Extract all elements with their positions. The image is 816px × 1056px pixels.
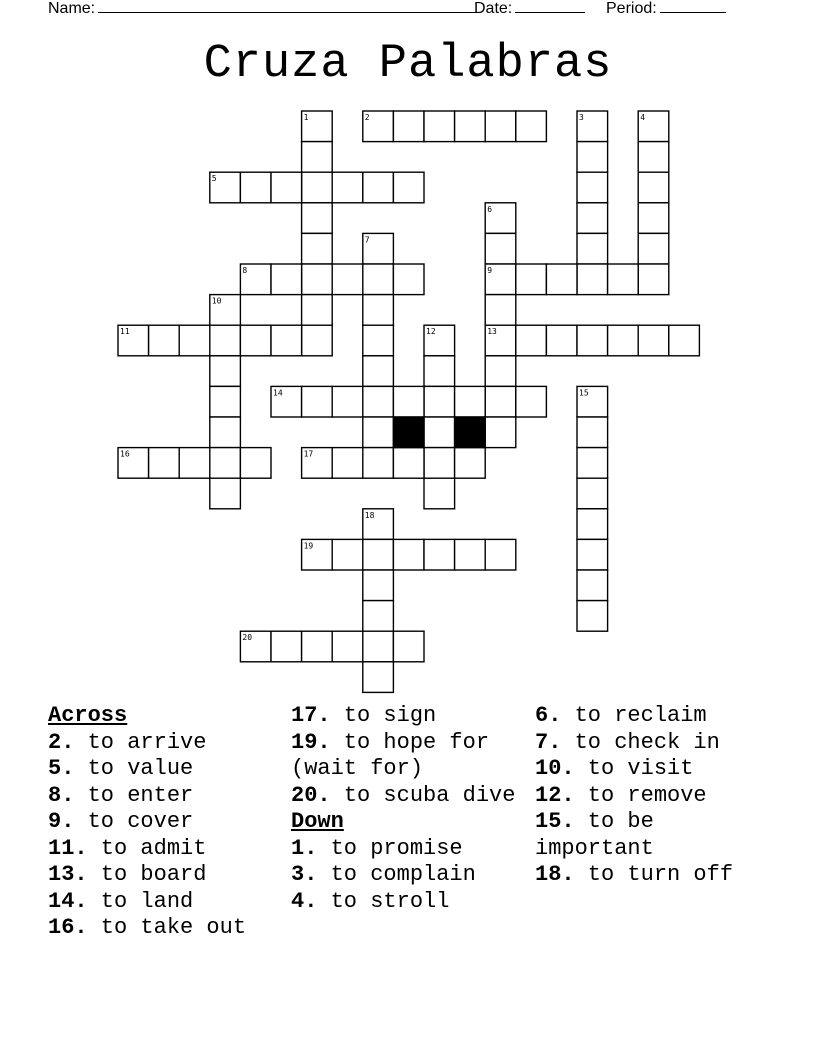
grid-cell[interactable]	[516, 264, 547, 295]
grid-cell[interactable]	[332, 264, 363, 295]
grid-cell[interactable]	[302, 203, 333, 234]
grid-cell[interactable]	[363, 662, 394, 693]
clue-item	[535, 730, 771, 757]
grid-cell[interactable]	[577, 601, 608, 632]
grid-cell[interactable]	[363, 601, 394, 632]
clue-column-2	[291, 703, 527, 915]
grid-cell[interactable]	[393, 386, 424, 417]
grid-cell[interactable]	[455, 448, 486, 479]
grid-cell[interactable]	[485, 111, 516, 142]
clue-column-1	[48, 703, 284, 942]
clue-item	[291, 889, 527, 916]
grid-cell[interactable]	[302, 295, 333, 326]
grid-cell[interactable]	[577, 142, 608, 173]
grid-cell[interactable]	[271, 264, 302, 295]
name-label: Name:	[48, 0, 96, 17]
cell-number: 18	[364, 510, 375, 520]
clue-text: to admit	[87, 835, 207, 861]
cell-number: 20	[242, 633, 253, 643]
grid-cell[interactable]	[240, 325, 271, 356]
cell-number: 17	[303, 449, 314, 459]
grid-cell[interactable]	[577, 509, 608, 540]
cell-number: 15	[579, 388, 589, 398]
clue-text: to check in	[561, 729, 720, 755]
black-cell	[393, 417, 424, 448]
clue-text: to reclaim	[561, 703, 707, 728]
clue-text: to enter	[74, 782, 194, 808]
grid-cell[interactable]	[485, 539, 516, 570]
cell-number: 14	[273, 388, 283, 398]
grid-cell[interactable]	[271, 172, 302, 203]
clue-item	[535, 862, 771, 889]
clue-number: 20.	[291, 782, 331, 808]
clue-text: to visit	[574, 756, 694, 781]
grid-cell[interactable]	[424, 386, 455, 417]
grid-cell[interactable]	[577, 539, 608, 570]
clue-item	[535, 756, 771, 783]
grid-cell[interactable]	[149, 448, 180, 479]
clue-text: to cover	[74, 809, 194, 834]
grid-cell[interactable]	[240, 172, 271, 203]
clue-number: 2.	[48, 729, 75, 755]
clue-text: to board	[87, 862, 207, 887]
grid-cell[interactable]	[608, 264, 639, 295]
grid-cell[interactable]	[271, 325, 302, 356]
clue-number: 17.	[291, 703, 331, 728]
grid-cell[interactable]	[577, 264, 608, 295]
clue-item	[291, 730, 527, 783]
grid-cell[interactable]	[363, 448, 394, 479]
clue-text: to hope for (wait for)	[291, 729, 490, 781]
grid-cell[interactable]	[393, 631, 424, 662]
clue-item	[291, 703, 527, 730]
grid-cell[interactable]	[363, 539, 394, 570]
clue-text: to be important	[535, 809, 654, 861]
clue-number: 15.	[535, 809, 575, 834]
clue-text: to complain	[317, 862, 476, 887]
grid-cell[interactable]	[485, 295, 516, 326]
grid-cell[interactable]	[363, 325, 394, 356]
page-title: Cruza Palabras	[203, 38, 613, 91]
grid-cell[interactable]	[302, 264, 333, 295]
cell-number: 16	[120, 449, 130, 459]
grid-cell[interactable]	[332, 386, 363, 417]
grid-cell[interactable]	[638, 203, 669, 234]
clue-text: to promise	[317, 835, 463, 861]
clue-text: to land	[87, 888, 194, 914]
cell-number: 3	[579, 113, 584, 122]
grid-cell[interactable]	[485, 386, 516, 417]
grid-cell[interactable]	[393, 172, 424, 203]
grid-cell[interactable]	[363, 356, 394, 387]
clue-text: to take out	[87, 915, 247, 940]
grid-cell[interactable]	[393, 264, 424, 295]
clue-item	[535, 809, 771, 862]
grid-cell[interactable]	[210, 356, 241, 387]
clue-number: 16.	[48, 915, 88, 940]
grid-cell[interactable]	[424, 478, 455, 509]
cell-number: 7	[364, 235, 370, 245]
grid-cell[interactable]	[332, 448, 363, 479]
grid-cell[interactable]	[393, 448, 424, 479]
grid-cell[interactable]	[516, 386, 547, 417]
grid-cell[interactable]	[485, 233, 516, 264]
grid-cell[interactable]	[363, 264, 394, 295]
grid-cell[interactable]	[577, 233, 608, 264]
grid-cell[interactable]	[638, 142, 669, 173]
clue-number: 1.	[291, 835, 318, 861]
clue-number: 8.	[48, 782, 75, 808]
grid-cell[interactable]	[302, 325, 333, 356]
clue-column-3	[535, 703, 771, 889]
grid-cell[interactable]	[577, 448, 608, 479]
black-cell	[455, 417, 486, 448]
cell-number: 13	[487, 327, 497, 337]
grid-cell[interactable]	[363, 417, 394, 448]
grid-cell[interactable]	[210, 478, 241, 509]
clue-number: 9.	[48, 809, 75, 834]
clue-number: 13.	[48, 862, 88, 887]
grid-cell[interactable]	[577, 325, 608, 356]
cell-number: 10	[211, 296, 222, 306]
grid-cell[interactable]	[577, 417, 608, 448]
grid-cell[interactable]	[271, 631, 302, 662]
grid-cell[interactable]	[210, 417, 241, 448]
clue-item	[48, 783, 284, 810]
cell-number: 8	[242, 266, 248, 275]
grid-cell[interactable]	[577, 478, 608, 509]
clue-number: 12.	[535, 782, 575, 808]
grid-cell[interactable]	[363, 631, 394, 662]
cell-number: 6	[487, 204, 493, 214]
cell-number: 2	[364, 113, 370, 122]
grid-cell[interactable]	[393, 111, 424, 142]
clue-item	[535, 783, 771, 810]
grid-cell[interactable]	[546, 264, 577, 295]
grid-cell[interactable]	[485, 417, 516, 448]
clue-number: 4.	[291, 888, 318, 914]
grid-cell[interactable]	[638, 172, 669, 203]
clue-text: to value	[74, 756, 194, 781]
down-title: Down	[291, 809, 344, 834]
grid-cell[interactable]	[424, 111, 455, 142]
grid-cell[interactable]	[302, 172, 333, 203]
clue-text: to scuba dive	[330, 782, 516, 808]
clue-text: to sign	[330, 703, 437, 728]
grid-cell[interactable]	[608, 325, 639, 356]
grid-cell[interactable]	[669, 325, 700, 356]
clue-item	[48, 889, 284, 916]
grid-cell[interactable]	[485, 356, 516, 387]
grid-cell[interactable]	[240, 448, 271, 479]
grid-cell[interactable]	[516, 325, 547, 356]
grid-cell[interactable]	[332, 172, 363, 203]
grid-cell[interactable]	[424, 539, 455, 570]
grid-cell[interactable]	[210, 448, 241, 479]
grid-cell[interactable]	[363, 172, 394, 203]
cell-number: 11	[120, 327, 130, 337]
clue-item	[291, 836, 527, 863]
grid-cell[interactable]	[638, 264, 669, 295]
grid-cell[interactable]	[393, 539, 424, 570]
period-label: Period:	[606, 0, 657, 17]
clue-number: 11.	[48, 835, 88, 861]
grid-cell[interactable]	[546, 325, 577, 356]
grid-cell[interactable]	[363, 295, 394, 326]
grid-cell[interactable]	[577, 203, 608, 234]
cell-number: 12	[426, 327, 436, 337]
across-title: Across	[48, 703, 128, 728]
grid-cell[interactable]	[516, 111, 547, 142]
cell-number: 9	[487, 266, 493, 275]
clue-number: 18.	[535, 862, 575, 887]
grid-cell[interactable]	[179, 325, 210, 356]
clue-item	[48, 862, 284, 889]
clue-number: 6.	[535, 703, 562, 728]
grid-cell[interactable]	[424, 356, 455, 387]
grid-cell[interactable]	[424, 417, 455, 448]
grid-cell[interactable]	[577, 172, 608, 203]
cell-number: 4	[640, 113, 646, 122]
clue-item	[291, 783, 527, 810]
grid-cell[interactable]	[302, 142, 333, 173]
grid-cell[interactable]	[179, 448, 210, 479]
clue-item	[291, 862, 527, 889]
clue-item	[48, 730, 284, 757]
grid-cell[interactable]	[455, 539, 486, 570]
grid-cell[interactable]	[332, 539, 363, 570]
clue-text: to stroll	[317, 888, 450, 914]
clue-item	[48, 915, 284, 942]
grid-cell[interactable]	[424, 448, 455, 479]
cell-number: 1	[303, 113, 309, 122]
clue-number: 19.	[291, 729, 331, 755]
grid-cell[interactable]	[577, 570, 608, 601]
grid-cell[interactable]	[210, 386, 241, 417]
grid-cell[interactable]	[332, 631, 363, 662]
clue-number: 3.	[291, 862, 318, 887]
clue-item	[535, 703, 771, 730]
grid-cell[interactable]	[455, 111, 486, 142]
clue-number: 10.	[535, 756, 575, 781]
grid-cell[interactable]	[363, 386, 394, 417]
date-label: Date:	[474, 0, 513, 17]
grid-cell[interactable]	[302, 386, 333, 417]
clue-item	[48, 836, 284, 863]
clue-number: 14.	[48, 888, 88, 914]
clue-number: 7.	[535, 729, 562, 755]
grid-cell[interactable]	[638, 233, 669, 264]
clue-text: to turn off	[574, 862, 734, 887]
clue-item	[48, 756, 284, 783]
clue-number: 5.	[48, 756, 75, 781]
grid-cell[interactable]	[210, 325, 241, 356]
cell-number: 5	[211, 174, 217, 184]
clue-item	[48, 809, 284, 836]
clue-text: to remove	[574, 782, 707, 808]
grid-cell[interactable]	[302, 233, 333, 264]
grid-cell[interactable]	[455, 386, 486, 417]
grid-cell[interactable]	[149, 325, 180, 356]
cell-number: 19	[303, 541, 314, 551]
grid-cell[interactable]	[363, 570, 394, 601]
grid-cell[interactable]	[302, 631, 333, 662]
clue-text: to arrive	[74, 729, 207, 755]
grid-cell[interactable]	[638, 325, 669, 356]
